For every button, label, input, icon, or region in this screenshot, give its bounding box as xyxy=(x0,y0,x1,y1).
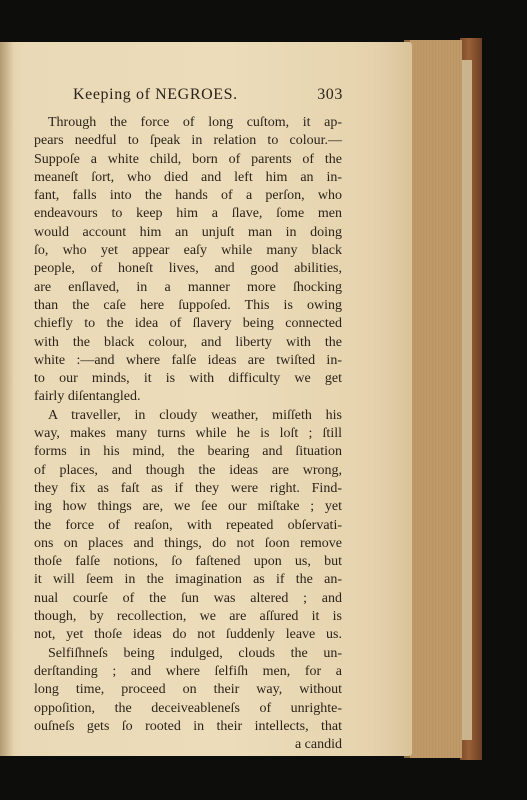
text-line: ing how things are, we ſee our miſtake ; yet xyxy=(34,499,342,515)
text-line: not, yet thoſe ideas do not ſuddenly leave us. xyxy=(34,627,342,643)
text-line: Selfiſhneſs being indulged, clouds the un- xyxy=(48,645,342,661)
text-line: chiefly to the idea of ſlavery being connected xyxy=(34,316,342,332)
text-line: pears needful to ſpeak in relation to colour.— xyxy=(34,133,342,149)
text-line: ons on places and things, do not ſoon remove xyxy=(34,535,342,551)
running-header xyxy=(73,86,343,108)
text-line: forms in his mind, the bearing and ſituation xyxy=(34,444,342,460)
text-line: the force of reaſon, with repeated obſervati- xyxy=(34,517,342,533)
text-line: with the black colour, and liberty with the xyxy=(34,334,342,350)
text-line: than the caſe here ſuppoſed. This is owing xyxy=(34,297,342,313)
catchword: a candid xyxy=(294,737,342,753)
text-line: would account him an unjuſt man in doing xyxy=(34,224,342,240)
page-block-edge xyxy=(404,40,462,758)
text-line: meaneſt ſort, who died and left him an in- xyxy=(34,169,342,185)
text-line: thoſe falſe notions, ſo faſtened upon us, but xyxy=(34,554,342,570)
text-line: it will ſeem in the imagination as if the an- xyxy=(34,572,342,588)
text-line: they fix as faſt as if they were right. Find- xyxy=(34,480,342,496)
text-line: fant, falls into the hands of a perſon, who xyxy=(34,188,342,204)
text-line: long time, proceed on their way, without xyxy=(34,682,342,698)
text-line: ſo, who yet appear eaſy while many black xyxy=(34,243,342,259)
text-line: white :—and where falſe ideas are twiſted in- xyxy=(34,352,342,368)
text-line: A traveller, in cloudy weather, miſſeth his xyxy=(48,407,342,423)
gutter-shadow xyxy=(0,42,14,756)
text-line: derſtanding ; and where ſelfiſh men, for a xyxy=(34,663,342,679)
endpaper-strip xyxy=(462,60,472,740)
text-line: fairly diſentangled. xyxy=(34,389,141,405)
text-line: of places, and though the ideas are wrong, xyxy=(34,462,342,478)
text-line: oppoſition, the deceiveableneſs of unrighte- xyxy=(34,700,342,716)
text-line: are enſlaved, in a manner more ſhocking xyxy=(34,279,342,295)
text-line: though, by recollection, we are aſſured it is xyxy=(34,609,342,625)
text-line: to our minds, it is with difficulty we get xyxy=(34,371,342,387)
body-text xyxy=(34,114,342,754)
text-line: way, makes many turns while he is loſt ; ſtill xyxy=(34,426,342,442)
text-line: ouſneſs gets ſo rooted in their intellects, that xyxy=(34,718,342,734)
running-title: Keeping of NEGROES. xyxy=(73,86,238,103)
text-line: Suppoſe a white child, born of parents of the xyxy=(34,151,342,167)
text-line: Through the force of long cuſtom, it ap- xyxy=(48,115,342,130)
page-number: 303 xyxy=(317,86,343,103)
text-line: endeavours to keep him a ſlave, ſome men xyxy=(34,206,342,222)
text-line: people, of honeſt lives, and good abilities, xyxy=(34,261,342,277)
text-line: nual courſe of the ſun was altered ; and xyxy=(34,590,342,606)
